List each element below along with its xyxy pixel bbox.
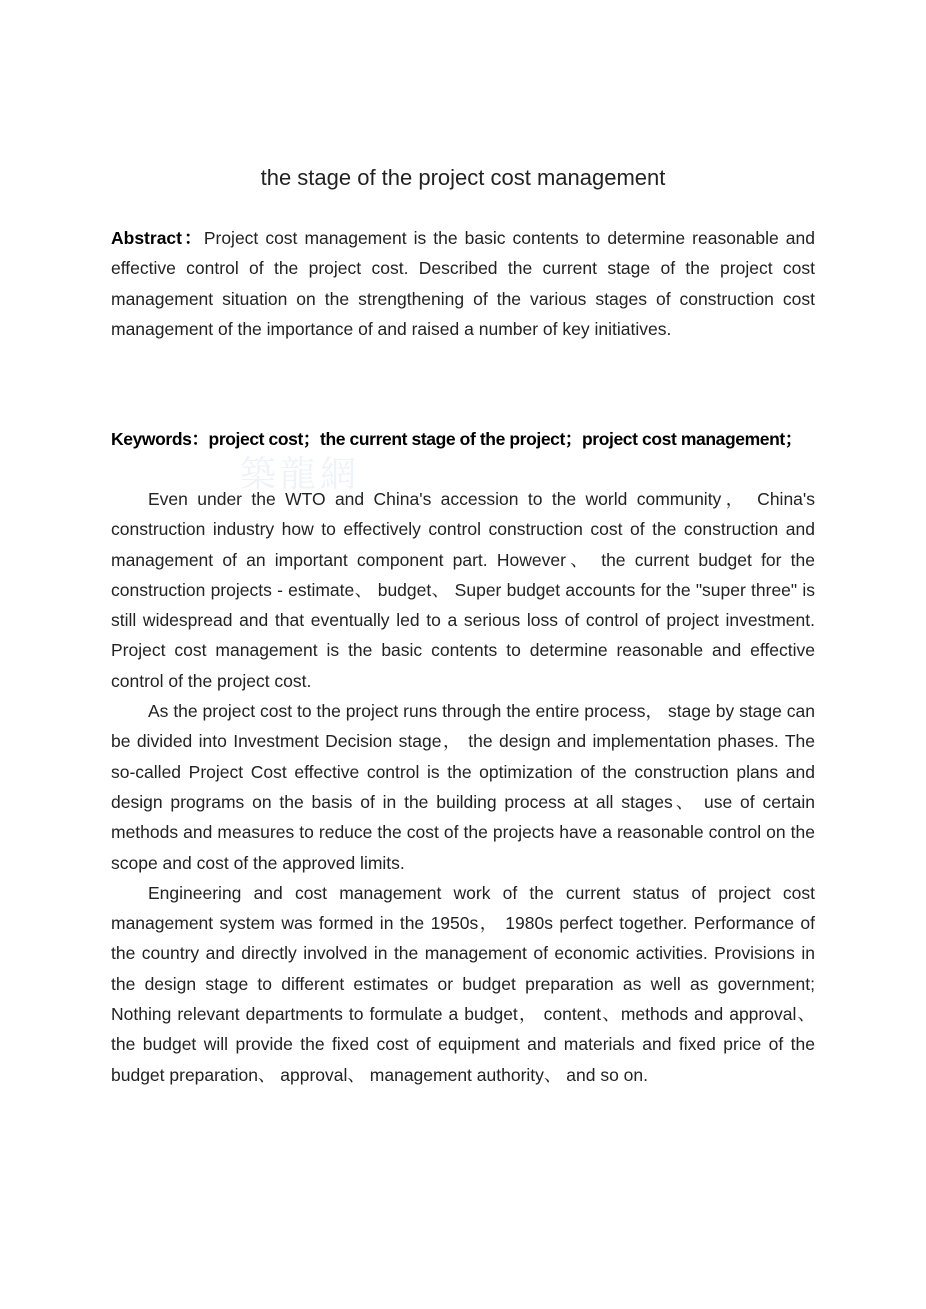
abstract: [111, 223, 815, 344]
abstract-label: Abstract：: [111, 228, 204, 248]
paragraph: Engineering and cost management work of the current status of project cost management system was formed in the 1950s， 1980s perfect together. Performance of the country and directly involved in the management of economic activities. Provisions in the design stage to different estimates or budget preparation as well as government; Nothing relevant departments to formulate a budget， content、methods and approval、the budget will provide the fixed cost of equipment and materials and fixed price of the budget preparation、 approval、 management authority、 and so on.: [111, 882, 815, 1085]
keywords: [111, 424, 815, 454]
watermark-logo: 築龍網: [240, 454, 361, 495]
paragraph: Even under the WTO and China's accession to the world community， China's construction industry how to effectively control construction cost of the construction and management of an important component part. However、 the current budget for the construction projects - estimate、 budget、 Super budget accounts for the "super three" is still widespread and that eventually led to a serious loss of control of project investment. Project cost management is the basic contents to determine reasonable and effective control of the project cost.: [111, 489, 815, 691]
paragraph: As the project cost to the project runs through the entire process， stage by stage can be divided into Investment Decision stage， the design and implementation phases. The so-called Project Cost effective control is the optimization of the construction plans and design programs on the basis of in the building process at all stages、 use of certain methods and measures to reduce the cost of the projects have a reasonable control on the scope and cost of the approved limits.: [111, 701, 815, 873]
document-title: the stage of the project cost management: [260, 165, 666, 190]
body-text: [111, 484, 815, 1090]
abstract-text: Project cost management is the basic contents to determine reasonable and effective control of the project cost. Described the current stage of the project cost management situation on the strengthening of the various stages of construction cost management of the importance of and raised a number of key initiatives.: [111, 228, 815, 339]
keywords-label: Keywords：: [111, 429, 209, 449]
keywords-text: project cost；the current stage of the project；project cost management；: [208, 429, 802, 449]
